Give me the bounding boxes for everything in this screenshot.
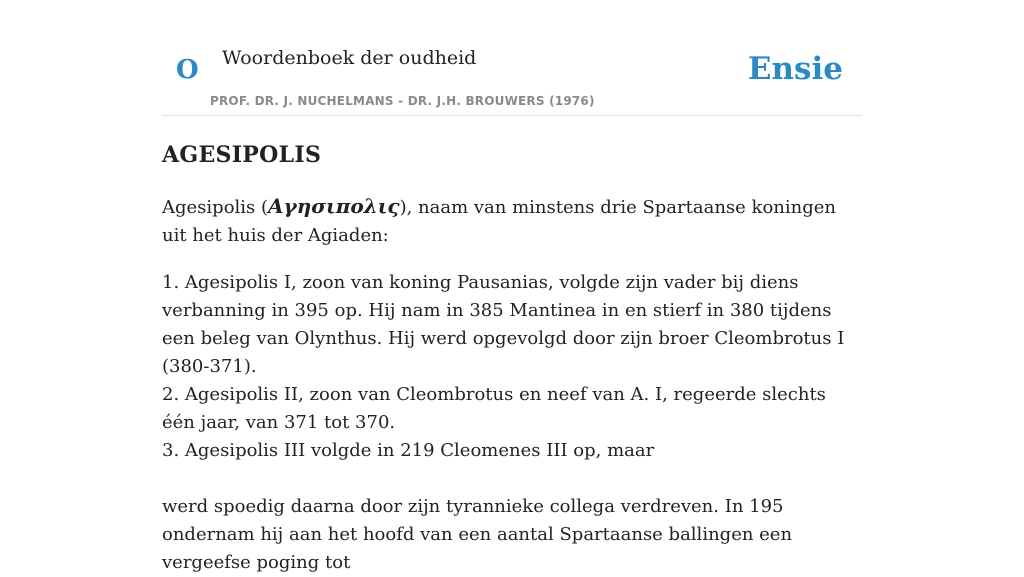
book-title-link[interactable]: Woordenboek der oudheid bbox=[222, 47, 477, 69]
book-authors: PROF. DR. J. NUCHELMANS - DR. J.H. BROUWERS (1976) bbox=[210, 94, 595, 108]
intro-text-after: ), naam van minstens drie Spartaanse koningen uit het huis der Agiaden: bbox=[162, 197, 836, 246]
entry-title: AGESIPOLIS bbox=[162, 142, 322, 168]
intro-text-before: Agesipolis ( bbox=[162, 197, 269, 218]
entry-intro bbox=[162, 192, 862, 250]
entry-item-3: 3. Agesipolis III volgde in 219 Cleomenes III op, maar bbox=[162, 440, 655, 461]
entry-item-2: 2. Agesipolis II, zoon van Cleombrotus en neef van A. I, regeerde slechts één jaar, van 371 tot 370. bbox=[162, 384, 826, 433]
entry-continuation: werd spoedig daarna door zijn tyrannieke collega verdreven. In 195 ondernam hij aan het hoofd van een aantal Spartaanse ballingen een vergeefse poging tot bbox=[162, 496, 793, 573]
ensie-logo-link[interactable]: Ensie bbox=[747, 51, 843, 87]
entry-item-1: 1. Agesipolis I, zoon van koning Pausanias, volgde zijn vader bij diens verbanning in 395 op. Hij nam in 385 Mantinea in en stierf in 380 tijdens een beleg van Olynthus. Hij werd opgevolgd door zijn broer Cleombrotus I (380-371). bbox=[162, 272, 845, 377]
book-logo-letter[interactable]: O bbox=[176, 55, 199, 85]
site-header bbox=[162, 0, 862, 116]
greek-name: Αγησιπολις bbox=[268, 194, 400, 218]
entry-body bbox=[162, 192, 862, 577]
